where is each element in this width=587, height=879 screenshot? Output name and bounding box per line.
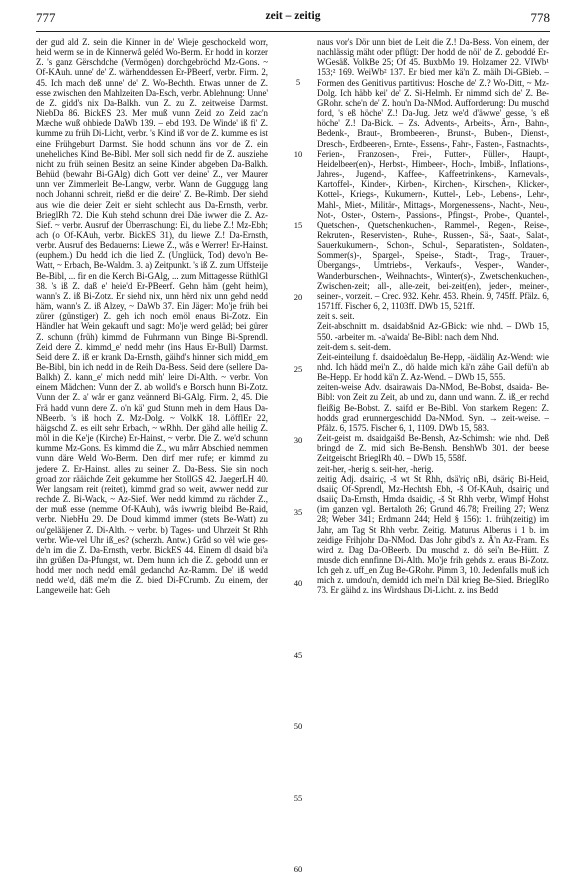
left-column-text: der gud ald Z. sein die Kinner in de' Wieje geschockeld worr, heid werm se in de Kinnerwå geléd Wo-Berm. Er hodd in korzer Z. 's ganz Gërschdche (Vermögen) dorchgebröchd Mz-Gons. ~ Of-KAuh. unne' de' Z. wärhenddessen Er-PBeerf, verbr. Firm. 2, 45. Ich mach deß unne' de' Z. Wo-Bechth. Etwas unner de Z. esse zwischen den Mahlzeiten Da-Esch, verbr. Ablehnung: Unne' de Z. gidd's nix Da-Balkh. vun Z. zu Z. zeitweise Darmst. NiebDa 86. BickES 23. Mer muß vunn Zeid zo Zeid zac'n Mæche wuß ohbiede DaWb 139. – ebd 193. De Winde' iß fi' Z. kumme zu früh Di-Licht, verbr. 's Kind iß vor de Z. kumme es ist eine Frühgeburt Darmst. Sie hodd schunn äns vor de Z. ein uneheliches Kind Be-Bibl. Mer soll sich nedd fir de Z. ausziehe nicht zu früh seinen Besitz an seine Kinder abgeben Da-Balkh. Behüd (bewahr Bi-GAlg) dich Gott ver deine' Z., ver Maurer unn ver Zimmerleit Be-Langw, verbr. Wann de Guggugg lang noch Johanni schreit, rießd er die deire' Z. Be-Rimb. Der siehd aus wie die deier Zeit er sieht schlecht aus Da-Ernsth, verbr. BrieglRh 72. Die Kuh stehd schunn drei Däe iwwer die Z. Az-Sief. ~ verbr. Ausruf der Überraschung: Ei, du liebe Z.! Mz-Ebh; ach (o Of-KAuh, verbr. BickES 31), du liewe Z.! Da-Ernsth, verbr. Ausruf des Bedauerns: Liewe Z., wås e Werrer! Er-Hainst. (euphem.) Du hedd ich die lied Z. (Unglück, Tod) devo'n Be-Watt, ~ Erbach, Be-Waldm. 3. a) Zeitpunkt. 's iß Z. zum Uffsteije Be-Bibl, ... fir en die Kerch Bi-GAlg, ... zum Mittagesse RüthlGl 38. 's iß Z. daß e' heie'd Er-PBeerf. Gehn häm (geht heim), wann's Z. iß Bi-Zotz. Er siehd nix, unn hërd nix unn gehd nedd häm, wann's Z. iß Alzey, ~ DaWb 37. Ein Jäger: Mo'je früh bei zürer (günstiger) Z. geh ich noch emöl enaus Bi-Zotz. Ein Händler hat Wein gekauft und sagt: Mo'je werd geläd; bei gürer Z. schunn (früh) kimmd de Fuhrmann vun Binge Bi-Sprendl. Zeid dere Z. kimmd_e' nedd mehr (ins Haus Er-Bull) Darmst. Seid dere Z. iß er krank Da-Ernsth, gäihd's hinner sich midd_em Be-Bibl, bin ich nedd in de Reih Da-Bess. Seid dere (sellere Da-Balkh) Z. kann_e' mich nedd mih' leire Di-Alth. ~ verbr. Von einem Mädchen: Vunn der Z. ab wolld's e Borsch hunn Bi-Zotz. Vunn der Z. a' wår er ganz veännerd Bi-GAlg. Firm. 2, 45. Die Frä hadd vunn dere Z. o'n kä' gud Stunn meh in dem Haus Da-NBeerb. 's iß hoch Z. Mz-Dolg. ~ VolkK 18. LöfflEr 22, häigschd Z. es eilt sehr Erbach, ~ wRhh. Der gähd alle heilig Z. möl in die Ke'je (Kirche) Er-Hainst, ~ verbr. Die Z. we'd schunn kumme Mz-Gons. Es kimmd die Z., wu mårr Abschied nemmen vunn däre Weld Wo-Berm. Den dirf mer rufe; er kimmd zu jedere Z. Er-Hainst. alles zu seiner Z. Da-Bess. Sie sin noch groad zor rääichde Zeit gekumme her StollGS 42. JaegerLH 40. Wer langsam reit (reitet), kimmd grad so weit, awwer nedd zur rechde Z. Bi-Wack, ~ Az-Sief. Wer nedd kimmd zu rächder Z., der muß esse (nemme Of-KAuh), wås iwwrig bleibd Be-Raid, verbr. NiebHu 29. De Doud kimmd immer (stets Be-Watt) zu ou'gelääjener Z. Di-Alth. ~ verbr. b) Tages- und Uhrzeit St Rhh verbr. Wie-vel Uhr iß_es? (scherzh. Antw.) Gråd so vèl wie ges-de'n im die Z. Da-Ernsth, verbr. BickES 44. Einem dl dsaid bi'a ihn grüßen Da-Pfungst, wt. Dem hunn ich die Z. gebodd unn er hodd mer noch nedd emål gedanchd Az-Ramm. De' iß wedd nedd we'd, däß me'm die Z. bied Di-FCrumb. Zu einem, der Langeweile hat: Geh <box>36 37 268 596</box>
page-number-left: 777 <box>36 10 56 25</box>
line-number: 20 <box>293 292 303 302</box>
right-column <box>317 37 549 596</box>
line-number: 45 <box>293 650 303 660</box>
line-number: 15 <box>293 220 303 230</box>
entry-zeit-seit: zeit s. seit. <box>317 311 355 322</box>
page-number-right: 778 <box>530 10 550 25</box>
entry-zeit-continued: naus vor's Dör unn biet de Leit die Z.! Da-Bess. Von einem, der nachlässig mäht oder pflügt: Der hodd de nöi' de Z. geboddé Er-WGesäß. VolkBe 25; Of 45. BuxbMo 19. Holzamer 22. VIWb¹ 153;² 169. WeiWb² 137. Er bied mer kä'n Z. mäih Di-GBieb. – Formen des Genitivus partitivus: Hosche de' Z.? Wo-Ditt, ~ Mz-Dolg. Ich häbb kei' de' Z. Si-Helmh. Er nimmd sich de' Z. Be-GRohr. sche'n de' Z. hou'n Da-NMod. Aufforderung: Du muschd ford, 's eß höche' Z.! Da-Jug. Jetz we'd d'äwwe' gesse, 's eß höche' Z.! Da-Bick. – Zs. Advents-, Arbeits-, Ärn-, Bahn-, Bedenk-, Braut-, Brombeeren-, Brunst-, Buben-, Dienst-, Dresch-, Erdbeeren-, Ernte-, Essens-, Fahr-, Fasten-, Fastnachts-, Ferien-, Franzosen-, Frei-, Futter-, Füller-, Haupt-, Heidelbeer(en)-, Herbst-, Himbeer-, Hoch-, Imbiß-, Inflations-, Jahres-, Jugend-, Kaffee-, Kaffeetrinkens-, Karnevals-, Kartoffel-, Kinder-, Kirben-, Kirchen-, Kirschen-, Klicker-, Kottel-, Kriegs-, Kukumern-, Kuttel-, Leb-, Lebens-, Lehr-, Mahl-, Miet-, Militär-, Mittags-, Morgenessens-, Nacht-, Neu-, Not-, Oster-, Ostern-, Passions-, Pfingst-, Probe-, Quantel-, Quetschen-, Quetschenkuchen-, Rammel-, Regen-, Reise-, Rekruten-, Reservisten-, Ruhe-, Russen-, Sä-, Saat-, Salat-, Sauerkukumern-, Schon-, Schul-, Separatisten-, Soldaten-, Sommer(s)-, Spargel-, Speise-, Stadt-, Trag-, Trauer-, Übergangs-, Umtriebs-, Verkaufs-, Vesper-, Wander-, Wanderburschen-, Weihnachts-, Winter(s)-, Zwetschenkuchen-, Zwischen-zeit; all-, alle-zeit, bei-zeit(en), jeder-, meiner-, seiner-, vorzeit. – Crec. 932. Kehr. 453. Rhein. 9, 745ff. Pfälz. 6, 1571ff. Fischer 6, 2, 1103ff. DWb 15, 521ff. <box>317 37 549 312</box>
line-number: 35 <box>293 507 303 517</box>
left-column <box>36 37 268 596</box>
line-number: 5 <box>295 77 301 87</box>
line-number: 30 <box>293 435 303 445</box>
line-number: 10 <box>293 149 303 159</box>
entry-zeit-einteilung: Zeit-einteilung f. dsaidoèdaluŋ Be-Hepp, -äidäliŋ Az-Wend: wie nhd. Ich hädd mei'n Z., dö halde mich kä'n zähe Gail defü'n ab Be-Hepp. Er hodd kä'n Z. Az-Wend. – DWb 15, 555. <box>317 351 549 383</box>
line-number: 25 <box>293 364 303 374</box>
line-number: 60 <box>293 864 303 874</box>
line-number: 50 <box>293 721 303 731</box>
header-rule <box>36 31 550 32</box>
line-number: 55 <box>293 793 303 803</box>
entry-zeiten-weise: zeiten-weise Adv. dsairawais Da-NMod, Be-Bobst, dsaida- Be-Bibl: von Zeit zu Zeit, ab und zu, dann und wann. Z. iß_er rechd fleißig Be-Bobst. Z. saifd er Be-Bibl. Von starkem Regen: Z. hodds grad erunnergeschidd Da-NMod. Syn. → zeit-weise. – Pfälz. 6, 1575. Fischer 6, 1, 1109. DWb 15, 583. <box>317 382 549 433</box>
entry-zeit-dem: zeit-dem s. seit-dem. <box>317 341 391 352</box>
entry-zeitig: zeitig Adj. dsairiç, -š wt St Rhh, dsä'riç nBi, dsäriç Bi-Heid, dsaiiç Of-Sprendl, Mz-Hechtsh Ebh, -š Of-KAuh, dsairiç und dsaiiç Da-Ernsth, Hmda dsaidiç, -š St Rhh verbr, Wimpf Hohst (im ganzen vgl. Bertaloth 26; Grund 46.78; Freiling 27; Wenz 28; Weber 341; Erdmann 244; Held § 156): 1. früh(zeitig) im Jahr, am Tag St Rhh verbr. Zeitig. Maturus Alberus i 1 b. im zeidige Frihjohr Da-NMod. Das Johr gibd's z. Ä'n Az-Fram. Es wird z. Dag Da-OBeerb. Du muschd z. dö sei'n Be-Hütt. Z musde dich ennfinne Di-Alth. Mo'je frih gehds z. eraus Bi-Zotz. Ich geh z. uff_en Zug Be-GRohr. Pimm 3, 10. Jedenfalls muß ich mich z. umdou'n, demidd ich mei'n Däl krieg Be-Sied. BrieglRo 73. Er gäihd z. ins Wirdshaus Di-Licht. z. ins Bedd <box>317 473 549 596</box>
line-number: 40 <box>293 578 303 588</box>
entry-zeit-geist: Zeit-geist m. dsaidgaišd Be-Bensh, Az-Schimsh: wie nhd. Deß bringd de Z. mid sich Be-Bensh. BenshWb 301. der beese Zeitgeischt BrieglRh 40. – DWb 15, 558f. <box>317 433 549 464</box>
running-head: zeit – zeitig <box>265 10 321 22</box>
entry-zeit-abschnitt: Zeit-abschnitt m. dsaidabšnid Az-GBick: wie nhd. – DWb 15, 550. -arbeiter m. -a'waida' Be-Bibl: nach dem Nhd. <box>317 321 549 342</box>
page-header <box>36 10 550 28</box>
entry-zeit-her: zeit-her, -herig s. seit-her, -herig. <box>317 463 434 474</box>
